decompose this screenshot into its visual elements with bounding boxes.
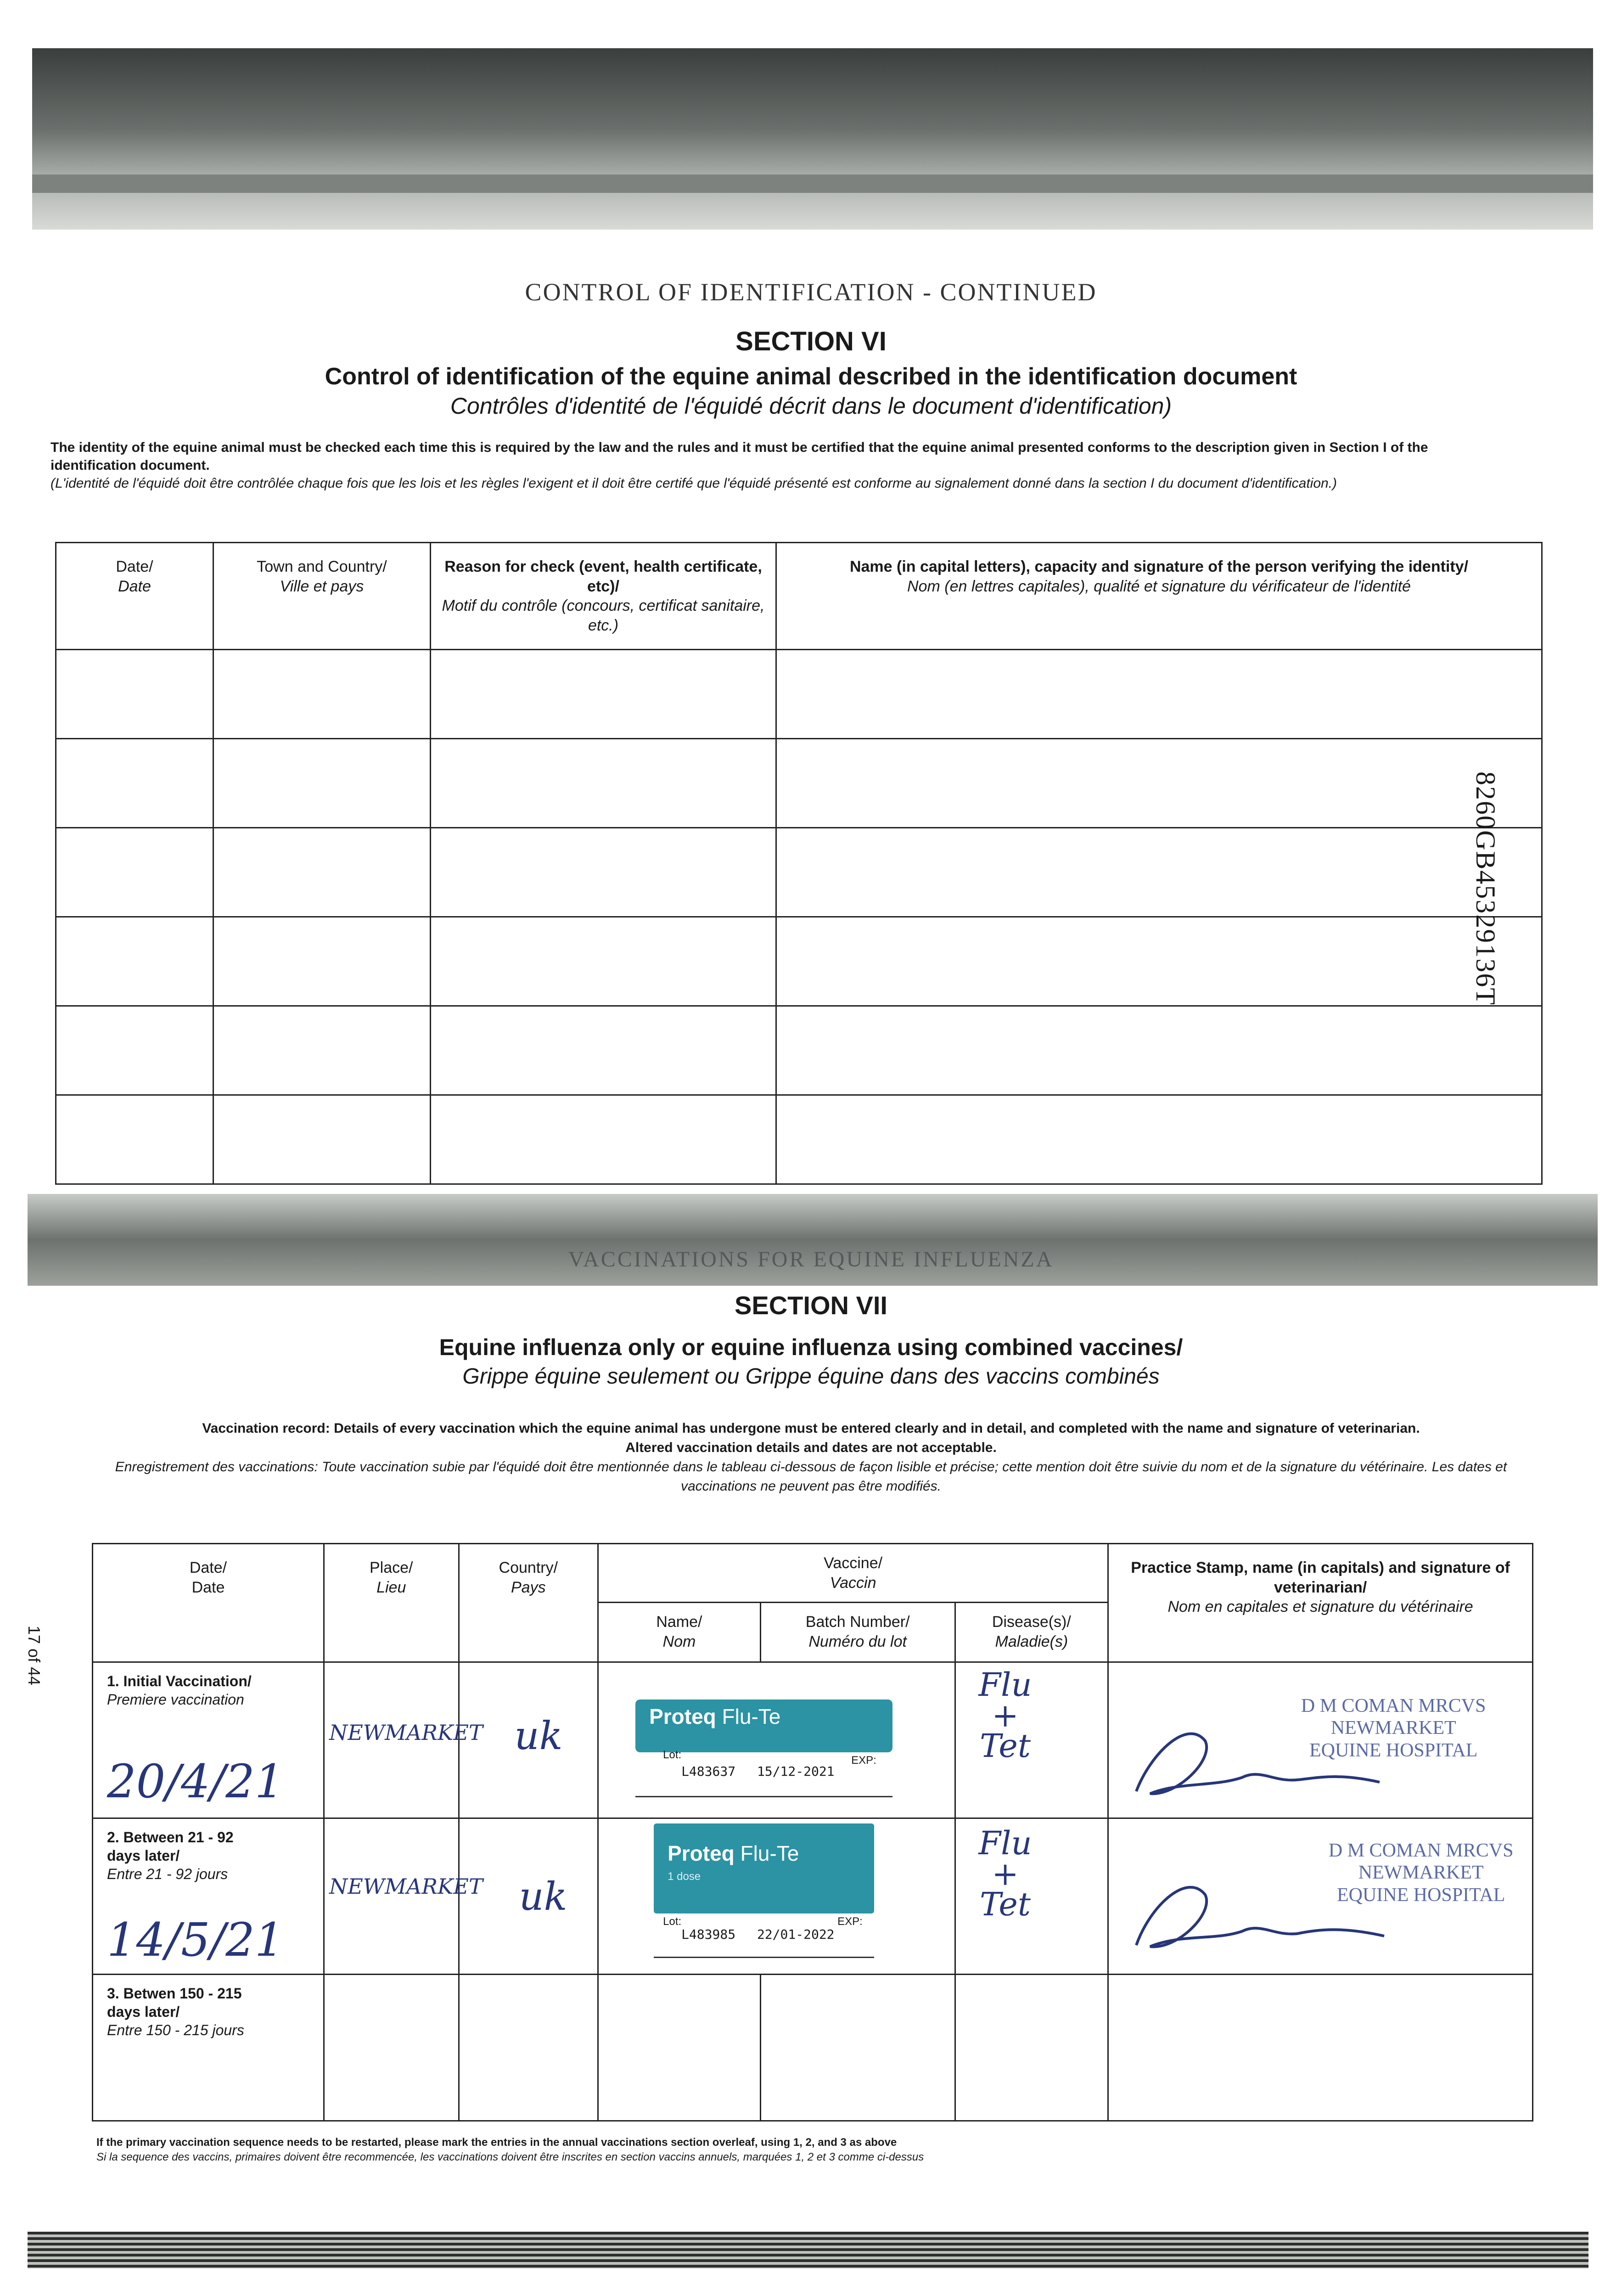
row1-exp: 15/12-2021 — [757, 1764, 835, 1779]
vaccine-name-header: Name/ Nom — [656, 1613, 702, 1650]
row2-label-en: 2. Between 21 - 92 days later/ — [107, 1829, 234, 1864]
row2-practice-stamp: D M COMAN MRCVS NEWMARKET EQUINE HOSPITAL — [1328, 1840, 1514, 1906]
row1-disease: Flu + Tet — [978, 1666, 1032, 1765]
table-row — [56, 828, 1542, 917]
table-row — [56, 739, 1542, 828]
page-number: 17 of 44 — [25, 1626, 44, 1686]
table-row — [56, 1006, 1542, 1095]
town-cell[interactable] — [213, 917, 431, 1006]
verifier-cell[interactable] — [776, 1006, 1542, 1095]
section7-number: SECTION VII — [735, 1291, 887, 1320]
reason-cell[interactable] — [431, 739, 776, 828]
table-row — [56, 650, 1542, 739]
town-cell[interactable] — [213, 1095, 431, 1184]
date-cell[interactable] — [56, 917, 213, 1006]
table-row — [56, 917, 1542, 1006]
row2-exp: 22/01-2022 — [757, 1927, 835, 1942]
date-cell[interactable] — [56, 828, 213, 917]
row3-batch-cell[interactable] — [760, 1975, 955, 2121]
section7-title-en: Equine influenza only or equine influenza using combined vaccines/ — [439, 1334, 1183, 1360]
record-fr: Enregistrement des vaccinations: Toute vaccination subie par l'équidé doit être mentionnée dans le tableau ci-dessous de façon lisible et précise; cette mention doit être suivie du nom et de la signature du vétérinaire. Les dates et vaccinations ne peuvent pas être modifiés. — [115, 1459, 1507, 1494]
row3-label-en: 3. Betwen 150 - 215 days later/ — [107, 1985, 242, 2020]
verifier-cell[interactable] — [776, 1095, 1542, 1184]
section6-intro — [51, 439, 1501, 492]
country-header: Country/ Pays — [499, 1559, 558, 1596]
reason-cell[interactable] — [431, 1006, 776, 1095]
row2-lot: L483985 — [681, 1927, 736, 1942]
top-scan-band-shadow — [32, 174, 1593, 193]
section6-intro-fr: (L'identité de l'équidé doit être contrôlée chaque fois que les lois et les règles l'exigent et il doit être certifé que l'équidé présenté est conforme au signalement donné dans la section I du document d'identification.) — [51, 476, 1337, 491]
town-cell[interactable] — [213, 739, 431, 828]
record-en-2: Altered vaccination details and dates are not acceptable. — [625, 1440, 997, 1455]
table-row — [56, 1095, 1542, 1184]
col-reason-header: Reason for check (event, health certificate, etc)/ Motif du contrôle (concours, certificat sanitaire, etc.) — [442, 558, 765, 634]
reason-cell[interactable] — [431, 828, 776, 917]
col-verifier-header: Name (in capital letters), capacity and signature of the person verifying the identity/ Nom (en lettres capitales), qualité et signature du vérificateur de l'identité — [849, 558, 1469, 595]
row1-country: uk — [514, 1713, 563, 1758]
town-cell[interactable] — [213, 650, 431, 739]
date-header: Date/ Date — [189, 1559, 227, 1596]
date-cell[interactable] — [56, 1095, 213, 1184]
col-date-header: Date/ Date — [116, 558, 153, 595]
row2-lot-label: Lot: — [663, 1915, 682, 1928]
row3-stamp-cell[interactable] — [1108, 1975, 1533, 2121]
town-cell[interactable] — [213, 1006, 431, 1095]
date-cell[interactable] — [56, 739, 213, 828]
section6-number: SECTION VI — [735, 326, 887, 356]
vaccination-row-2 — [93, 1818, 1533, 1975]
identity-check-table — [55, 542, 1543, 1185]
town-cell[interactable] — [213, 828, 431, 917]
row1-lot-label: Lot: — [663, 1749, 682, 1761]
disease-header: Disease(s)/ Maladie(s) — [992, 1613, 1071, 1650]
vaccination-table — [92, 1543, 1533, 2122]
row3-disease-cell[interactable] — [955, 1975, 1108, 2121]
row2-vaccine-brand: Proteq — [668, 1841, 735, 1865]
row2-disease: Flu + Tet — [978, 1824, 1032, 1923]
row1-label-fr: Premiere vaccination — [107, 1691, 244, 1708]
row1-place: NEWMARKET — [329, 1720, 483, 1745]
row1-date: 20/4/21 — [107, 1755, 284, 1808]
vaccination-record-text — [92, 1419, 1530, 1496]
row1-label-en: 1. Initial Vaccination/ — [107, 1673, 252, 1689]
row1-exp-label: EXP: — [851, 1754, 876, 1767]
section6-title-fr: Contrôles d'identité de l'équidé décrit dans le document d'identification) — [450, 393, 1172, 419]
batch-number-header: Batch Number/ Numéro du lot — [805, 1613, 910, 1650]
reason-cell[interactable] — [431, 1095, 776, 1184]
row2-date: 14/5/21 — [107, 1913, 284, 1967]
row3-label-fr: Entre 150 - 215 jours — [107, 2022, 244, 2038]
section7-title-fr: Grippe équine seulement ou Grippe équine dans des vaccins combinés — [462, 1364, 1160, 1389]
row1-practice-stamp: D M COMAN MRCVS NEWMARKET EQUINE HOSPITAL — [1301, 1695, 1486, 1761]
row2-label-fr: Entre 21 - 92 jours — [107, 1866, 228, 1882]
place-header: Place/ Lieu — [369, 1559, 413, 1596]
row1-lot: L483637 — [681, 1764, 736, 1779]
date-cell[interactable] — [56, 1006, 213, 1095]
row2-vaccine-product: Flu-Te — [740, 1841, 799, 1865]
section6-intro-en: The identity of the equine animal must be checked each time this is required by the law and the rules and it must be certified that the equine animal presented conforms to the description given in Section I of the identification document. — [51, 440, 1428, 473]
vaccination-row-1 — [93, 1662, 1533, 1818]
verifier-cell[interactable] — [776, 650, 1542, 739]
section7-banner: VACCINATIONS FOR EQUINE INFLUENZA — [568, 1247, 1054, 1272]
middle-scan-band — [28, 1194, 1598, 1286]
top-scan-band — [32, 48, 1593, 230]
footnote — [96, 2135, 1520, 2165]
reason-cell[interactable] — [431, 650, 776, 739]
footnote-en: If the primary vaccination sequence needs to be restarted, please mark the entries in the annual vaccinations section overleaf, using 1, 2, and 3 as above — [96, 2136, 897, 2149]
row3-place-cell[interactable] — [324, 1975, 459, 2121]
row1-vaccine-label — [635, 1699, 892, 1797]
section6-title-en: Control of identification of the equine animal described in the identification document — [325, 363, 1297, 390]
reason-cell[interactable] — [431, 917, 776, 1006]
vaccine-header: Vaccine/ Vaccin — [824, 1554, 883, 1592]
practice-stamp-header: Practice Stamp, name (in capitals) and signature of veterinarian/ Nom en capitales et signature du vétérinaire — [1131, 1559, 1510, 1615]
vaccination-row-3 — [93, 1975, 1533, 2121]
date-cell[interactable] — [56, 650, 213, 739]
row2-place: NEWMARKET — [329, 1874, 483, 1899]
footnote-fr: Si la sequence des vaccins, primaires doivent être recommencée, les vaccinations doivent être inscrites en section vaccins annuels, marquées 1, 2 et 3 comme ci-dessus — [96, 2151, 924, 2164]
row2-exp-label: EXP: — [837, 1915, 863, 1928]
row3-name-cell[interactable] — [598, 1975, 761, 2121]
section6-banner: CONTROL OF IDENTIFICATION - CONTINUED — [525, 278, 1097, 306]
row1-vaccine-product: Flu-Te — [722, 1705, 781, 1728]
row2-country: uk — [519, 1874, 567, 1919]
verifier-cell[interactable] — [776, 917, 1542, 1006]
record-en-1: Vaccination record: Details of every vaccination which the equine animal has undergone must be entered clearly and in detail, and completed with the name and signature of veterinarian. — [202, 1421, 1420, 1436]
verifier-cell[interactable] — [776, 739, 1542, 828]
row1-vaccine-brand: Proteq — [649, 1705, 716, 1728]
row2-dose: 1 dose — [668, 1870, 701, 1883]
bottom-scan-band — [28, 2232, 1588, 2268]
row3-country-cell[interactable] — [459, 1975, 598, 2121]
col-town-header: Town and Country/ Ville et pays — [257, 558, 387, 595]
side-id: 8260GB45329136T — [1470, 771, 1501, 1006]
verifier-cell[interactable] — [776, 828, 1542, 917]
row2-vaccine-label — [654, 1823, 874, 1958]
